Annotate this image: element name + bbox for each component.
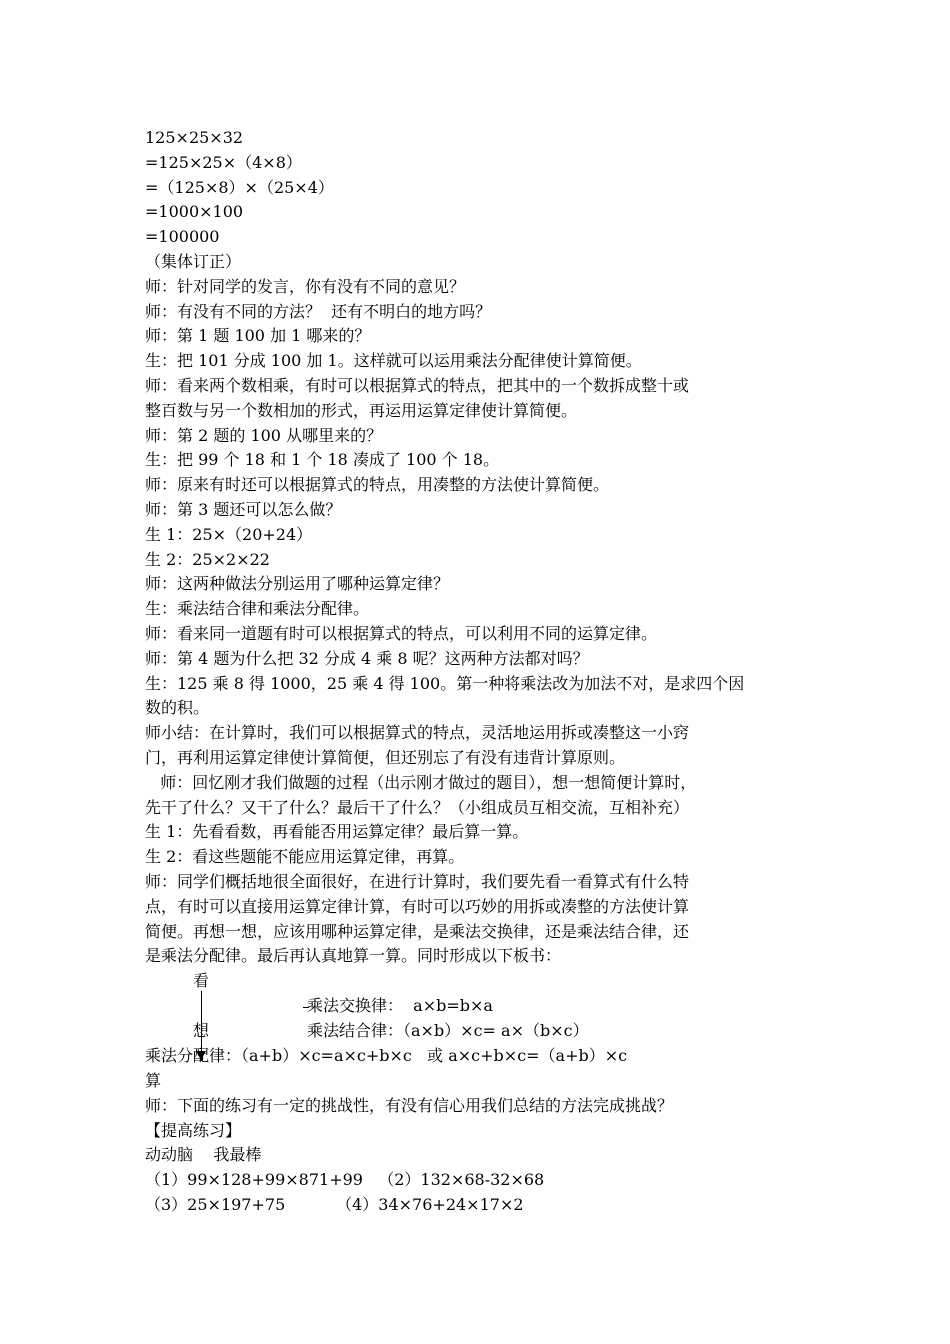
dialog-line: 生：把 99 个 18 和 1 个 18 凑成了 100 个 18。 bbox=[145, 450, 500, 470]
dialog-line: 生：把 101 分成 100 加 1。这样就可以运用乘法分配律使计算简便。 bbox=[145, 351, 642, 371]
calc-line: =（125×8）×（25×4） bbox=[145, 177, 334, 197]
dialog-line: 简便。再想一想，应该用哪种运算定律，是乘法交换律，还是乘法结合律，还 bbox=[145, 921, 690, 941]
dialog-line: 师：这两种做法分别运用了哪种运算定律？ bbox=[145, 574, 450, 594]
dialog-line: 师：第 2 题的 100 从哪里来的？ bbox=[145, 425, 383, 445]
board-diagram bbox=[145, 969, 825, 1069]
dialog-line: 先干了什么？又干了什么？最后干了什么？（小组成员互相交流，互相补充） bbox=[145, 797, 690, 817]
exercise-line: （3）25×197+75 （4）34×76+24×17×2 bbox=[145, 1195, 524, 1215]
board-step-look: 看 bbox=[193, 971, 210, 991]
dialog-line: 整百数与另一个数相加的形式，再运用运算定律使计算简便。 bbox=[145, 400, 578, 420]
dialog-block bbox=[145, 250, 825, 969]
section-title: 【提高练习】 bbox=[145, 1120, 242, 1140]
dialog-line: 生 2：25×2×22 bbox=[145, 549, 270, 569]
law-associative: 乘法结合律：（a×b）×c= a×（b×c） bbox=[307, 1021, 589, 1041]
dialog-line: 数的积。 bbox=[145, 698, 210, 718]
arrow-down-icon bbox=[196, 1051, 206, 1060]
dialog-line: 师：有没有不同的方法？ 还有不明白的地方吗？ bbox=[145, 301, 492, 321]
dialog-line: 师：看来同一道题有时可以根据算式的特点，可以利用不同的运算定律。 bbox=[145, 623, 658, 643]
after-block bbox=[145, 1069, 825, 1218]
calc-line: =125×25×（4×8） bbox=[145, 152, 302, 172]
section-subtitle: 动动脑 我最棒 bbox=[145, 1145, 262, 1165]
calc-line: 125×25×32 bbox=[145, 128, 244, 147]
dialog-line: 师：原来有时还可以根据算式的特点，用凑整的方法使计算简便。 bbox=[145, 475, 610, 495]
dialog-line: 生 2：看这些题能不能应用运算定律，再算。 bbox=[145, 847, 465, 867]
dialog-line: 是乘法分配律。最后再认真地算一算。同时形成以下板书： bbox=[145, 946, 562, 966]
dialog-line: 师：第 1 题 100 加 1 哪来的？ bbox=[145, 326, 371, 346]
law-distributive: 乘法分配律：（a+b）×c=a×c+b×c 或 a×c+b×c=（a+b）×c bbox=[145, 1046, 628, 1066]
dialog-line: 生 1：25×（20+24） bbox=[145, 524, 313, 544]
law-commutative: 乘法交换律： a×b=b×a bbox=[307, 996, 493, 1016]
dialog-line: 门，再利用运算定律使计算简便，但还别忘了有没有违背计算原则。 bbox=[145, 747, 626, 767]
dialog-line: 点，有时可以直接用运算定律计算，有时可以巧妙的用拆或凑整的方法使计算 bbox=[145, 896, 690, 916]
dialog-line: 师：看来两个数相乘，有时可以根据算式的特点，把其中的一个数拆成整十或 bbox=[145, 375, 690, 395]
calculation-block bbox=[145, 126, 825, 250]
board-step-calc: 算 bbox=[145, 1071, 162, 1091]
dialog-line: （集体订正） bbox=[145, 251, 242, 271]
calc-line: =1000×100 bbox=[145, 202, 244, 222]
board-step-think: 想 bbox=[193, 1021, 210, 1041]
dialog-line: 师：第 3 题还可以怎么做？ bbox=[145, 499, 342, 519]
exercise-line: （1）99×128+99×871+99 （2）132×68-32×68 bbox=[145, 1170, 545, 1190]
dialog-line: 生：125 乘 8 得 1000，25 乘 4 得 100。第一种将乘法改为加法不对，是求四个因 bbox=[145, 673, 745, 693]
dialog-line: 师：同学们概括地很全面很好，在进行计算时，我们要先看一看算式有什么特 bbox=[145, 871, 690, 891]
dialog-line: 生：乘法结合律和乘法分配律。 bbox=[145, 599, 370, 619]
challenge-line: 师：下面的练习有一定的挑战性，有没有信心用我们总结的方法完成挑战？ bbox=[145, 1095, 674, 1115]
dialog-line: 师：回忆刚才我们做题的过程（出示刚才做过的题目），想一想简便计算时， bbox=[145, 772, 697, 792]
document-body bbox=[145, 126, 825, 1218]
dialog-line: 师：第 4 题为什么把 32 分成 4 乘 8 呢？这两种方法都对吗？ bbox=[145, 648, 589, 668]
calc-line: =100000 bbox=[145, 227, 220, 247]
dialog-line: 师小结：在计算时，我们可以根据算式的特点，灵活地运用拆或凑整这一小窍 bbox=[145, 723, 690, 743]
dialog-line: 师：针对同学的发言，你有没有不同的意见？ bbox=[145, 276, 466, 296]
connector-line bbox=[303, 1007, 309, 1008]
dialog-line: 生 1：先看看数，再看能否用运算定律？最后算一算。 bbox=[145, 822, 529, 842]
